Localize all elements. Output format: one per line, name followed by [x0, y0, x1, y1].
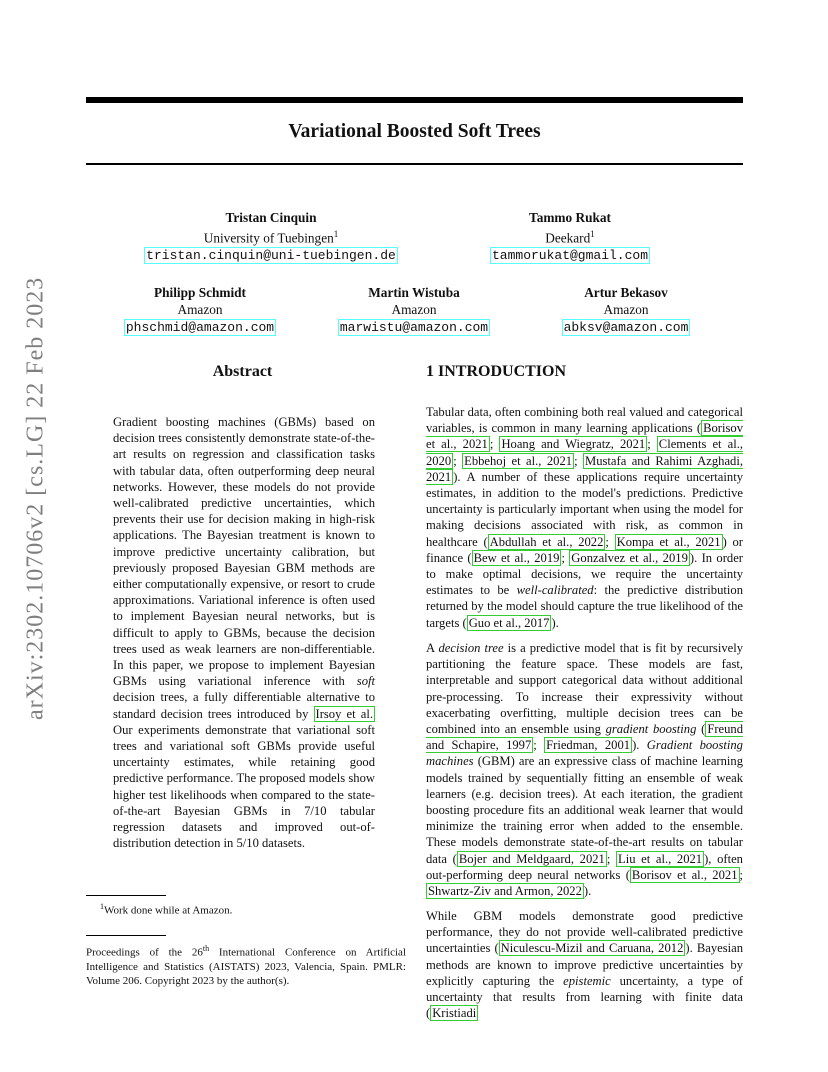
citation-link[interactable]: Freund and Schapire, 1997	[426, 722, 744, 753]
proceedings-note: Proceedings of the 26th International Conference on Artificial Intelligence and Statistics (AISTATS) 2023, Valencia, Spain. PMLR: Volume 206. Copyright 2023 by the author(s).	[86, 944, 406, 987]
intro-heading: 1 INTRODUCTION	[426, 363, 567, 380]
intro-paragraph-2: A decision tree is a predictive model that is fit by recursively partitioning the feature space. These models are fast, interpretable and support categorical data without additional pre-processing. To increase their expressivity without exacerbating overfitting, multiple decision trees can be combined into an ensemble using gradient boosting ( Freund and Schapire, 1997 ; Friedman, 2001 ). Gradient boosting machines (GBM) are an expressive class of machine learning models trained by sequentially fitting an ensemble of weak learners (e.g. decision trees). At each iteration, the gradient boosting procedure fits an additional weak learner that would minimize the training error when added to the ensemble. These models demonstrate state-of-the-art results on tabular data ( Bojer and Meldgaard, 2021 ; Liu et al., 2021 ), often out-performing deep neural networks ( Borisov et al., 2021 ; Shwartz-Ziv and Armon, 2022 ).	[426, 641, 744, 899]
citation-link[interactable]: Guo et al., 2017	[468, 615, 550, 630]
author-email-link[interactable]: tristan.cinquin@uni-tuebingen.de	[146, 248, 396, 264]
citation-link[interactable]: Clements et al., 2020	[426, 437, 744, 468]
citation-link[interactable]: Bew et al., 2019	[473, 550, 560, 565]
intro-paragraph-3: While GBM models demonstrate good predictive performance, they do not provide well-calibrated predictive uncertainties ( Niculescu-Mizil and Caruana, 2012 ). Bayesian methods are known to improve predictive uncertainties by explicitly capturing the epistemic uncertainty, a type of uncertainty that results from learning with finite data ( Kristiadi	[426, 909, 744, 1021]
author-affiliation: Amazon	[603, 302, 649, 317]
author-email-link[interactable]: phschmid@amazon.com	[125, 320, 275, 335]
citation-link[interactable]: Niculescu-Mizil and Caruana, 2012	[500, 941, 684, 956]
citation-link[interactable]: Bojer and Meldgaard, 2021	[458, 851, 605, 866]
citation-link[interactable]: Mustafa and Rahimi Azghadi, 2021	[426, 453, 743, 484]
citation-link[interactable]: Borisov et al., 2021	[631, 867, 738, 882]
author-name: Philipp Schmidt	[153, 285, 246, 300]
paper-title: Variational Boosted Soft Trees	[288, 121, 541, 142]
citation-link[interactable]: Gonzalvez et al., 2019	[571, 550, 688, 565]
citation-link[interactable]: Irsoy et al.	[315, 706, 373, 721]
author-affiliation: University of Tuebingen$^1$	[203, 229, 339, 246]
citation-link[interactable]: Ebbehoj et al., 2021	[464, 453, 573, 468]
author-email-link[interactable]: marwistu@amazon.com	[339, 320, 489, 335]
intro-paragraph-1: Tabular data, often combining both real valued and categorical variables, is common in many learning applications ( Borisov et al., 2021 ; Hoang and Wiegratz, 2021 ; Clements et al., 2020 ; Ebbehoj et al., 2021 ; Mustafa and Rahimi Azghadi, 2021 ). A number of these applications require uncertainty estimates, in addition to the model's predictions. Predictive uncertainty is particularly important when using the model for making decisions associated with risk, as common in healthcare ( Abdullah et al., 2022 ; Kompa et al., 2021 ) or finance ( Bew et al., 2019 ; Gonzalvez et al., 2019 ). In order to make optimal decisions, we require the uncertainty estimates to be well-calibrated: the predictive distribution returned by the model should capture the true likelihood of the targets ( Guo et al., 2017 ).	[426, 405, 744, 630]
footnote-rule	[86, 895, 166, 896]
proceedings-rule	[86, 935, 166, 936]
citation-link[interactable]: Abdullah et al., 2022	[489, 534, 604, 549]
citation-link[interactable]: Kompa et al., 2021	[616, 534, 721, 549]
citation-link[interactable]: Shwartz-Ziv and Armon, 2022	[428, 884, 582, 899]
author-block-1	[116, 209, 426, 264]
arxiv-identifier: arXiv:2302.10706v2 [cs.LG] 22 Feb 2023	[22, 276, 49, 720]
title-top-rule	[86, 97, 743, 103]
author-name: Artur Bekasov	[584, 285, 668, 300]
citation-link[interactable]: Hoang and Wiegratz, 2021	[501, 437, 646, 452]
author-block-4	[324, 284, 504, 336]
author-name: Tammo Rukat	[529, 210, 611, 225]
author-email-link[interactable]: abksv@amazon.com	[563, 320, 689, 335]
author-block-5	[536, 284, 716, 336]
citation-link[interactable]: Kristiadi	[432, 1006, 477, 1021]
title-bottom-rule	[86, 163, 743, 165]
footnote: $^1$Work done while at Amazon.	[100, 902, 233, 917]
author-affiliation: Deekard$^1$	[545, 229, 595, 246]
author-name: Martin Wistuba	[368, 285, 460, 300]
author-block-3	[110, 284, 290, 336]
citation-link[interactable]: Liu et al., 2021	[618, 851, 703, 866]
author-name: Tristan Cinquin	[225, 210, 317, 225]
abstract-heading: Abstract	[212, 363, 273, 380]
abstract-text: Gradient boosting machines (GBMs) based on decision trees consistently demonstrate state-of-the-art results on regression and classification tasks with tabular data, often outperforming deep neural networks. However, these models do not provide well-calibrated predictive uncertainties, which prevents their use for decision making in high-risk applications. The Bayesian treatment is known to improve predictive uncertainty calibration, but previously proposed Bayesian GBM methods are either computationally expensive, or resort to crude approximations. Variational inference is often used to implement Bayesian neural networks, but is difficult to apply to GBMs, because the decision trees used as weak learners are non-differentiable. In this paper, we propose to implement Bayesian GBMs using variational inference with soft decision trees, a fully differentiable alternative to standard decision trees introduced by Irsoy et al. Our experiments demonstrate that variational soft trees and variational soft GBMs provide useful uncertainty estimates, while retaining good predictive performance. The proposed models show higher test likelihoods when compared to the state-of-the-art Bayesian GBMs in 7/10 tabular regression datasets and improved out-of-distribution detection in 5/10 datasets.	[113, 415, 375, 851]
author-block-2	[440, 209, 700, 264]
author-email-link[interactable]: tammorukat@gmail.com	[491, 248, 649, 264]
citation-link[interactable]: Friedman, 2001	[546, 738, 631, 753]
author-affiliation: Amazon	[391, 302, 437, 317]
citation-link[interactable]: Borisov et al., 2021	[426, 421, 743, 452]
author-affiliation: Amazon	[177, 302, 223, 317]
